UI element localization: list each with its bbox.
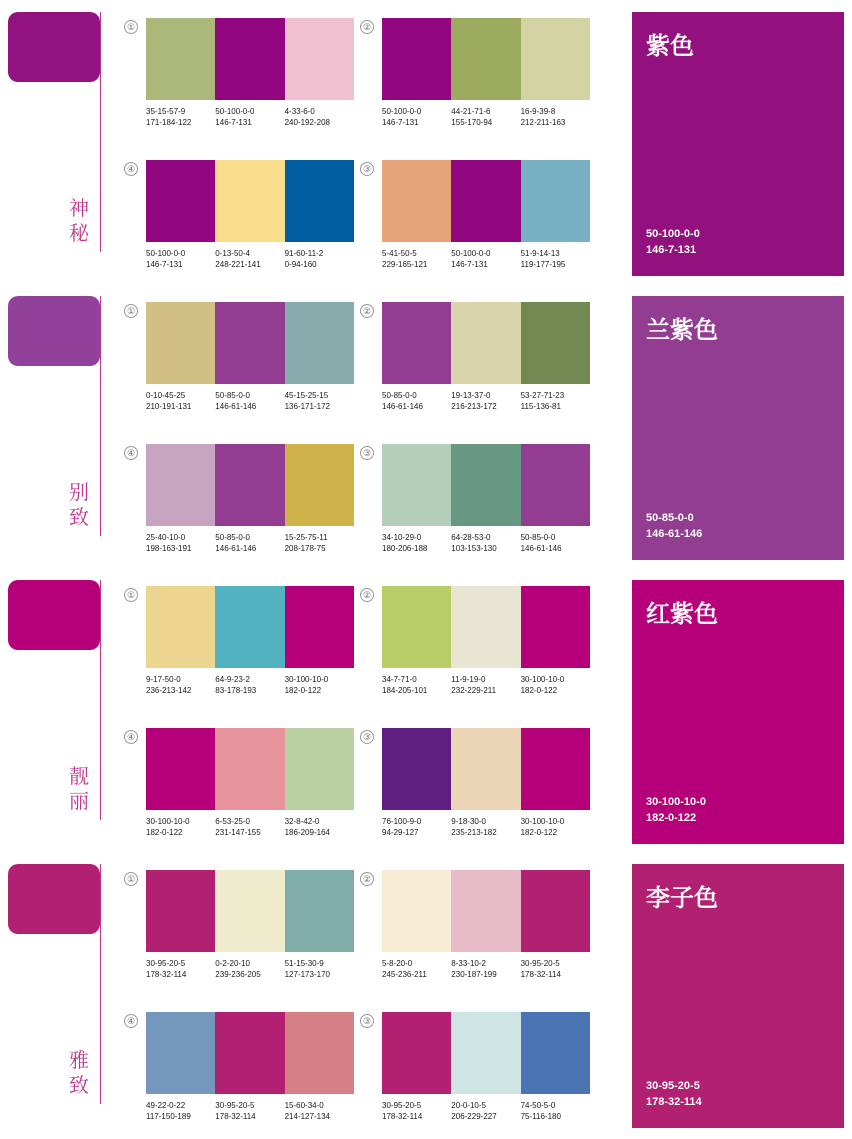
swatch-code (146, 958, 215, 980)
vertical-divider (100, 580, 101, 820)
color-swatch (215, 728, 284, 810)
swatch-cmyk: 19-13-37-0 (451, 391, 491, 400)
feature-color-panel (632, 864, 844, 1128)
swatch-row (146, 586, 354, 668)
code-row (382, 816, 590, 838)
group-number-badge: ③ (360, 730, 374, 744)
group-number-badge: ② (360, 588, 374, 602)
swatch-code (521, 248, 590, 270)
swatch-row (382, 728, 590, 810)
swatch-cmyk: 9-18-30-0 (451, 817, 486, 826)
swatch-cmyk: 15-60-34-0 (284, 1101, 324, 1110)
swatch-code (382, 816, 451, 838)
color-swatch (382, 728, 451, 810)
swatch-code (146, 532, 215, 554)
swatch-rgb: 182-0-122 (146, 828, 183, 837)
swatch-rgb: 240-192-208 (284, 118, 330, 127)
feature-color-codes (646, 794, 706, 826)
code-row (382, 958, 590, 980)
color-swatch (521, 444, 590, 526)
swatch-code (382, 532, 451, 554)
code-row (146, 674, 354, 696)
swatch-code (146, 816, 215, 838)
swatch-cmyk: 50-85-0-0 (215, 391, 250, 400)
swatch-rgb: 239-236-205 (215, 970, 261, 979)
swatch-cmyk: 35-15-57-9 (146, 107, 186, 116)
swatch-cmyk: 30-95-20-5 (382, 1101, 422, 1110)
swatch-code (285, 248, 354, 270)
swatch-cmyk: 15-25-75-11 (284, 533, 328, 542)
color-swatch (146, 302, 215, 384)
palette-section (0, 284, 852, 568)
group-number-badge: ④ (124, 446, 138, 460)
swatch-rgb: 180-206-188 (382, 544, 428, 553)
swatch-cmyk: 9-17-50-0 (146, 675, 181, 684)
swatch-code (215, 390, 284, 412)
color-swatch (521, 728, 590, 810)
color-swatch (521, 586, 590, 668)
swatch-rgb: 146-61-146 (382, 402, 423, 411)
swatch-row (146, 444, 354, 526)
swatch-rgb: 178-32-114 (382, 1112, 423, 1121)
swatch-row (146, 1012, 354, 1094)
swatch-cmyk: 0-2-20-10 (215, 959, 250, 968)
group-number-badge: ② (360, 20, 374, 34)
swatch-cmyk: 8-33-10-2 (451, 959, 486, 968)
swatch-rgb: 146-61-146 (520, 544, 562, 553)
group-number-badge: ③ (360, 1014, 374, 1028)
swatch-cmyk: 30-95-20-5 (215, 1101, 255, 1110)
swatch-rgb: 115-136-81 (520, 402, 561, 411)
swatch-cmyk: 50-85-0-0 (520, 533, 556, 542)
swatch-row (146, 160, 354, 242)
swatch-cmyk: 49-22-0-22 (146, 1101, 186, 1110)
swatch-cmyk: 30-100-10-0 (146, 817, 190, 826)
palette-section (0, 852, 852, 1136)
swatch-cmyk: 30-100-10-0 (520, 817, 565, 826)
swatch-code (451, 248, 520, 270)
swatch-cmyk: 64-28-53-0 (451, 533, 491, 542)
swatch-code (215, 958, 284, 980)
swatch-row (382, 18, 590, 100)
color-swatch (451, 160, 520, 242)
section-left-column (0, 852, 118, 1136)
swatch-code (382, 248, 451, 270)
color-swatch (451, 1012, 520, 1094)
color-swatch (382, 586, 451, 668)
swatch-rgb: 182-0-122 (520, 828, 558, 837)
swatch-rgb: 245-236-211 (382, 970, 427, 979)
feature-rgb: 146-7-131 (646, 244, 697, 256)
swatch-rgb: 119-177-195 (520, 260, 566, 269)
swatch-rgb: 214-127-134 (284, 1112, 330, 1121)
feature-color-codes (646, 226, 700, 258)
swatch-rgb: 136-171-172 (284, 402, 330, 411)
swatch-cmyk: 74-50-5-0 (520, 1101, 556, 1110)
color-swatch (382, 18, 451, 100)
mood-label: 神秘 (69, 196, 89, 245)
swatch-code (215, 1100, 284, 1122)
color-swatch (451, 870, 520, 952)
swatch-code (451, 390, 520, 412)
swatch-rgb: 127-173-170 (284, 970, 330, 979)
group-number-badge: ① (124, 588, 138, 602)
swatch-code (521, 390, 590, 412)
palette-section (0, 0, 852, 284)
color-swatch (521, 1012, 590, 1094)
swatch-code (382, 1100, 451, 1122)
swatch-cmyk: 44-21-71-6 (451, 107, 491, 116)
swatch-rgb: 231-147-155 (215, 828, 261, 837)
swatch-rgb: 178-32-114 (215, 1112, 256, 1121)
swatch-code (521, 958, 590, 980)
feature-color-codes (646, 510, 702, 542)
color-swatch (382, 444, 451, 526)
swatch-code (451, 106, 520, 128)
color-swatch (285, 160, 354, 242)
swatch-cmyk: 32-8-42-0 (284, 817, 320, 826)
color-swatch (215, 18, 284, 100)
color-swatch (382, 1012, 451, 1094)
swatch-rgb: 182-0-122 (520, 686, 558, 695)
swatch-rgb: 198-163-191 (146, 544, 192, 553)
swatch-rgb: 75-116-180 (520, 1112, 561, 1121)
feature-cmyk: 30-95-20-5 (646, 1080, 700, 1092)
swatch-cmyk: 30-95-20-5 (146, 959, 186, 968)
color-swatch (451, 444, 520, 526)
swatch-code (521, 816, 590, 838)
group-number-badge: ① (124, 304, 138, 318)
lead-color-swatch (8, 296, 100, 366)
swatch-cmyk: 5-8-20-0 (382, 959, 413, 968)
section-left-column (0, 568, 118, 852)
swatch-code (521, 1100, 590, 1122)
color-swatch (146, 18, 215, 100)
vertical-divider (100, 864, 101, 1104)
code-row (146, 1100, 354, 1122)
code-row (382, 1100, 590, 1122)
swatch-cmyk: 30-100-10-0 (284, 675, 329, 684)
vertical-divider (100, 12, 101, 252)
swatch-cmyk: 4-33-6-0 (284, 107, 315, 116)
swatch-rgb: 0-94-160 (284, 260, 317, 269)
swatch-code (382, 390, 451, 412)
group-number-badge: ② (360, 872, 374, 886)
mood-label: 靓丽 (69, 764, 89, 813)
swatch-cmyk: 30-95-20-5 (520, 959, 560, 968)
color-swatch (451, 302, 520, 384)
swatch-rgb: 186-209-164 (284, 828, 330, 837)
swatch-rgb: 103-153-130 (451, 544, 497, 553)
swatch-code (285, 532, 354, 554)
swatch-cmyk: 6-53-25-0 (215, 817, 250, 826)
swatch-rgb: 83-178-193 (215, 686, 257, 695)
swatch-code (285, 674, 354, 696)
swatch-rgb: 212-211-163 (520, 118, 566, 127)
swatch-cmyk: 25-40-10-0 (146, 533, 186, 542)
code-row (382, 106, 590, 128)
swatch-cmyk: 76-100-9-0 (382, 817, 422, 826)
swatch-cmyk: 34-7-71-0 (382, 675, 417, 684)
code-row (146, 390, 354, 412)
group-number-badge: ① (124, 20, 138, 34)
color-swatch (382, 302, 451, 384)
swatch-cmyk: 0-13-50-4 (215, 249, 250, 258)
swatch-code (285, 390, 354, 412)
swatch-rgb: 232-229-211 (451, 686, 497, 695)
color-swatch (215, 870, 284, 952)
feature-rgb: 146-61-146 (646, 528, 703, 540)
palette-section (0, 568, 852, 852)
color-swatch (521, 870, 590, 952)
vertical-divider (100, 296, 101, 536)
swatch-cmyk: 20-0-10-5 (451, 1101, 486, 1110)
code-row (382, 248, 590, 270)
swatch-cmyk: 50-100-0-0 (382, 107, 422, 116)
swatch-rgb: 178-32-114 (520, 970, 561, 979)
swatch-rgb: 236-213-142 (146, 686, 192, 695)
swatch-cmyk: 0-10-45-25 (146, 391, 186, 400)
color-swatch (285, 1012, 354, 1094)
swatch-row (146, 728, 354, 810)
color-swatch (451, 728, 520, 810)
mood-label: 雅致 (69, 1048, 89, 1097)
swatch-rgb: 146-7-131 (215, 118, 252, 127)
swatch-code (285, 1100, 354, 1122)
swatch-rgb: 206-229-227 (451, 1112, 497, 1121)
code-row (146, 532, 354, 554)
group-number-badge: ② (360, 304, 374, 318)
swatch-code (215, 106, 284, 128)
swatch-code (215, 248, 284, 270)
color-swatch (215, 1012, 284, 1094)
swatch-cmyk: 16-9-39-8 (520, 107, 556, 116)
color-swatch (382, 870, 451, 952)
swatch-rgb: 146-7-131 (451, 260, 488, 269)
feature-cmyk: 30-100-10-0 (646, 796, 706, 808)
section-left-column (0, 284, 118, 568)
swatch-code (146, 106, 215, 128)
color-swatch (521, 18, 590, 100)
code-row (146, 958, 354, 980)
swatch-cmyk: 50-100-0-0 (146, 249, 186, 258)
color-swatch (521, 160, 590, 242)
color-swatch (215, 586, 284, 668)
swatch-code (215, 532, 284, 554)
feature-rgb: 182-0-122 (646, 812, 697, 824)
swatch-rgb: 146-7-131 (146, 260, 183, 269)
swatch-cmyk: 91-60-11-2 (284, 249, 324, 258)
feature-rgb: 178-32-114 (646, 1096, 702, 1108)
swatch-code (451, 816, 520, 838)
swatch-row (382, 160, 590, 242)
group-number-badge: ③ (360, 162, 374, 176)
color-swatch (382, 160, 451, 242)
swatch-rgb: 248-221-141 (215, 260, 261, 269)
swatch-rgb: 94-29-127 (382, 828, 419, 837)
swatch-code (451, 1100, 520, 1122)
feature-cmyk: 50-100-0-0 (646, 228, 700, 240)
code-row (382, 674, 590, 696)
swatch-rgb: 117-150-189 (146, 1112, 191, 1121)
color-swatch (285, 870, 354, 952)
group-number-badge: ④ (124, 730, 138, 744)
color-swatch (146, 160, 215, 242)
color-swatch (285, 18, 354, 100)
swatch-code (521, 106, 590, 128)
swatch-cmyk: 51-9-14-13 (520, 249, 560, 258)
swatch-code (146, 1100, 215, 1122)
swatch-row (146, 18, 354, 100)
swatch-rgb: 230-187-199 (451, 970, 497, 979)
swatch-code (146, 390, 215, 412)
feature-color-codes (646, 1078, 702, 1110)
code-row (146, 248, 354, 270)
color-swatch (285, 728, 354, 810)
swatch-row (382, 870, 590, 952)
swatch-code (215, 674, 284, 696)
swatch-rgb: 184-205-101 (382, 686, 428, 695)
code-row (382, 390, 590, 412)
swatch-rgb: 146-61-146 (215, 402, 257, 411)
swatch-code (285, 816, 354, 838)
feature-color-title: 红紫色 (646, 600, 718, 628)
color-swatch (215, 302, 284, 384)
swatch-row (146, 870, 354, 952)
color-swatch (146, 870, 215, 952)
color-swatch (146, 586, 215, 668)
color-swatch (285, 302, 354, 384)
feature-color-panel (632, 12, 844, 276)
section-left-column (0, 0, 118, 284)
color-swatch (146, 444, 215, 526)
swatch-code (521, 532, 590, 554)
swatch-code (215, 816, 284, 838)
swatch-code (285, 106, 354, 128)
swatch-code (146, 248, 215, 270)
swatch-cmyk: 30-100-10-0 (520, 675, 565, 684)
swatch-cmyk: 5-41-50-5 (382, 249, 417, 258)
swatch-cmyk: 64-9-23-2 (215, 675, 250, 684)
color-swatch (146, 1012, 215, 1094)
feature-color-title: 紫色 (646, 32, 694, 60)
swatch-rgb: 229-165-121 (382, 260, 428, 269)
lead-color-swatch (8, 12, 100, 82)
swatch-code (382, 674, 451, 696)
swatch-rgb: 146-61-146 (215, 544, 257, 553)
swatch-code (285, 958, 354, 980)
swatch-rgb: 178-32-114 (146, 970, 187, 979)
swatch-rgb: 155-170-94 (451, 118, 493, 127)
swatch-cmyk: 45-15-25-15 (284, 391, 329, 400)
swatch-row (146, 302, 354, 384)
swatch-code (382, 106, 451, 128)
color-swatch (146, 728, 215, 810)
group-number-badge: ④ (124, 162, 138, 176)
swatch-rgb: 146-7-131 (382, 118, 419, 127)
swatch-rgb: 216-213-172 (451, 402, 497, 411)
swatch-code (146, 674, 215, 696)
color-swatch (451, 18, 520, 100)
swatch-cmyk: 50-85-0-0 (215, 533, 250, 542)
color-swatch (521, 302, 590, 384)
group-number-badge: ① (124, 872, 138, 886)
swatch-cmyk: 34-10-29-0 (382, 533, 422, 542)
feature-color-panel (632, 580, 844, 844)
feature-color-title: 李子色 (646, 884, 718, 912)
swatch-cmyk: 50-100-0-0 (215, 107, 255, 116)
swatch-rgb: 208-178-75 (284, 544, 326, 553)
feature-color-title: 兰紫色 (646, 316, 718, 344)
code-row (382, 532, 590, 554)
swatch-cmyk: 53-27-71-23 (520, 391, 565, 400)
color-swatch (451, 586, 520, 668)
swatch-row (382, 444, 590, 526)
swatch-rgb: 235-213-182 (451, 828, 497, 837)
code-row (146, 816, 354, 838)
feature-color-panel (632, 296, 844, 560)
swatch-cmyk: 50-85-0-0 (382, 391, 417, 400)
swatch-rgb: 171-184-122 (146, 118, 192, 127)
swatch-row (382, 586, 590, 668)
color-swatch (285, 444, 354, 526)
lead-color-swatch (8, 580, 100, 650)
swatch-row (382, 302, 590, 384)
code-row (146, 106, 354, 128)
mood-label: 别致 (69, 480, 89, 529)
swatch-cmyk: 51-15-30-9 (284, 959, 324, 968)
swatch-code (382, 958, 451, 980)
swatch-code (451, 532, 520, 554)
group-number-badge: ③ (360, 446, 374, 460)
swatch-cmyk: 50-100-0-0 (451, 249, 491, 258)
color-swatch (215, 160, 284, 242)
swatch-rgb: 210-191-131 (146, 402, 192, 411)
group-number-badge: ④ (124, 1014, 138, 1028)
swatch-code (451, 674, 520, 696)
swatch-rgb: 182-0-122 (284, 686, 322, 695)
swatch-row (382, 1012, 590, 1094)
lead-color-swatch (8, 864, 100, 934)
swatch-code (451, 958, 520, 980)
swatch-code (521, 674, 590, 696)
color-swatch (215, 444, 284, 526)
feature-cmyk: 50-85-0-0 (646, 512, 694, 524)
color-swatch (285, 586, 354, 668)
swatch-cmyk: 11-9-19-0 (451, 675, 486, 684)
